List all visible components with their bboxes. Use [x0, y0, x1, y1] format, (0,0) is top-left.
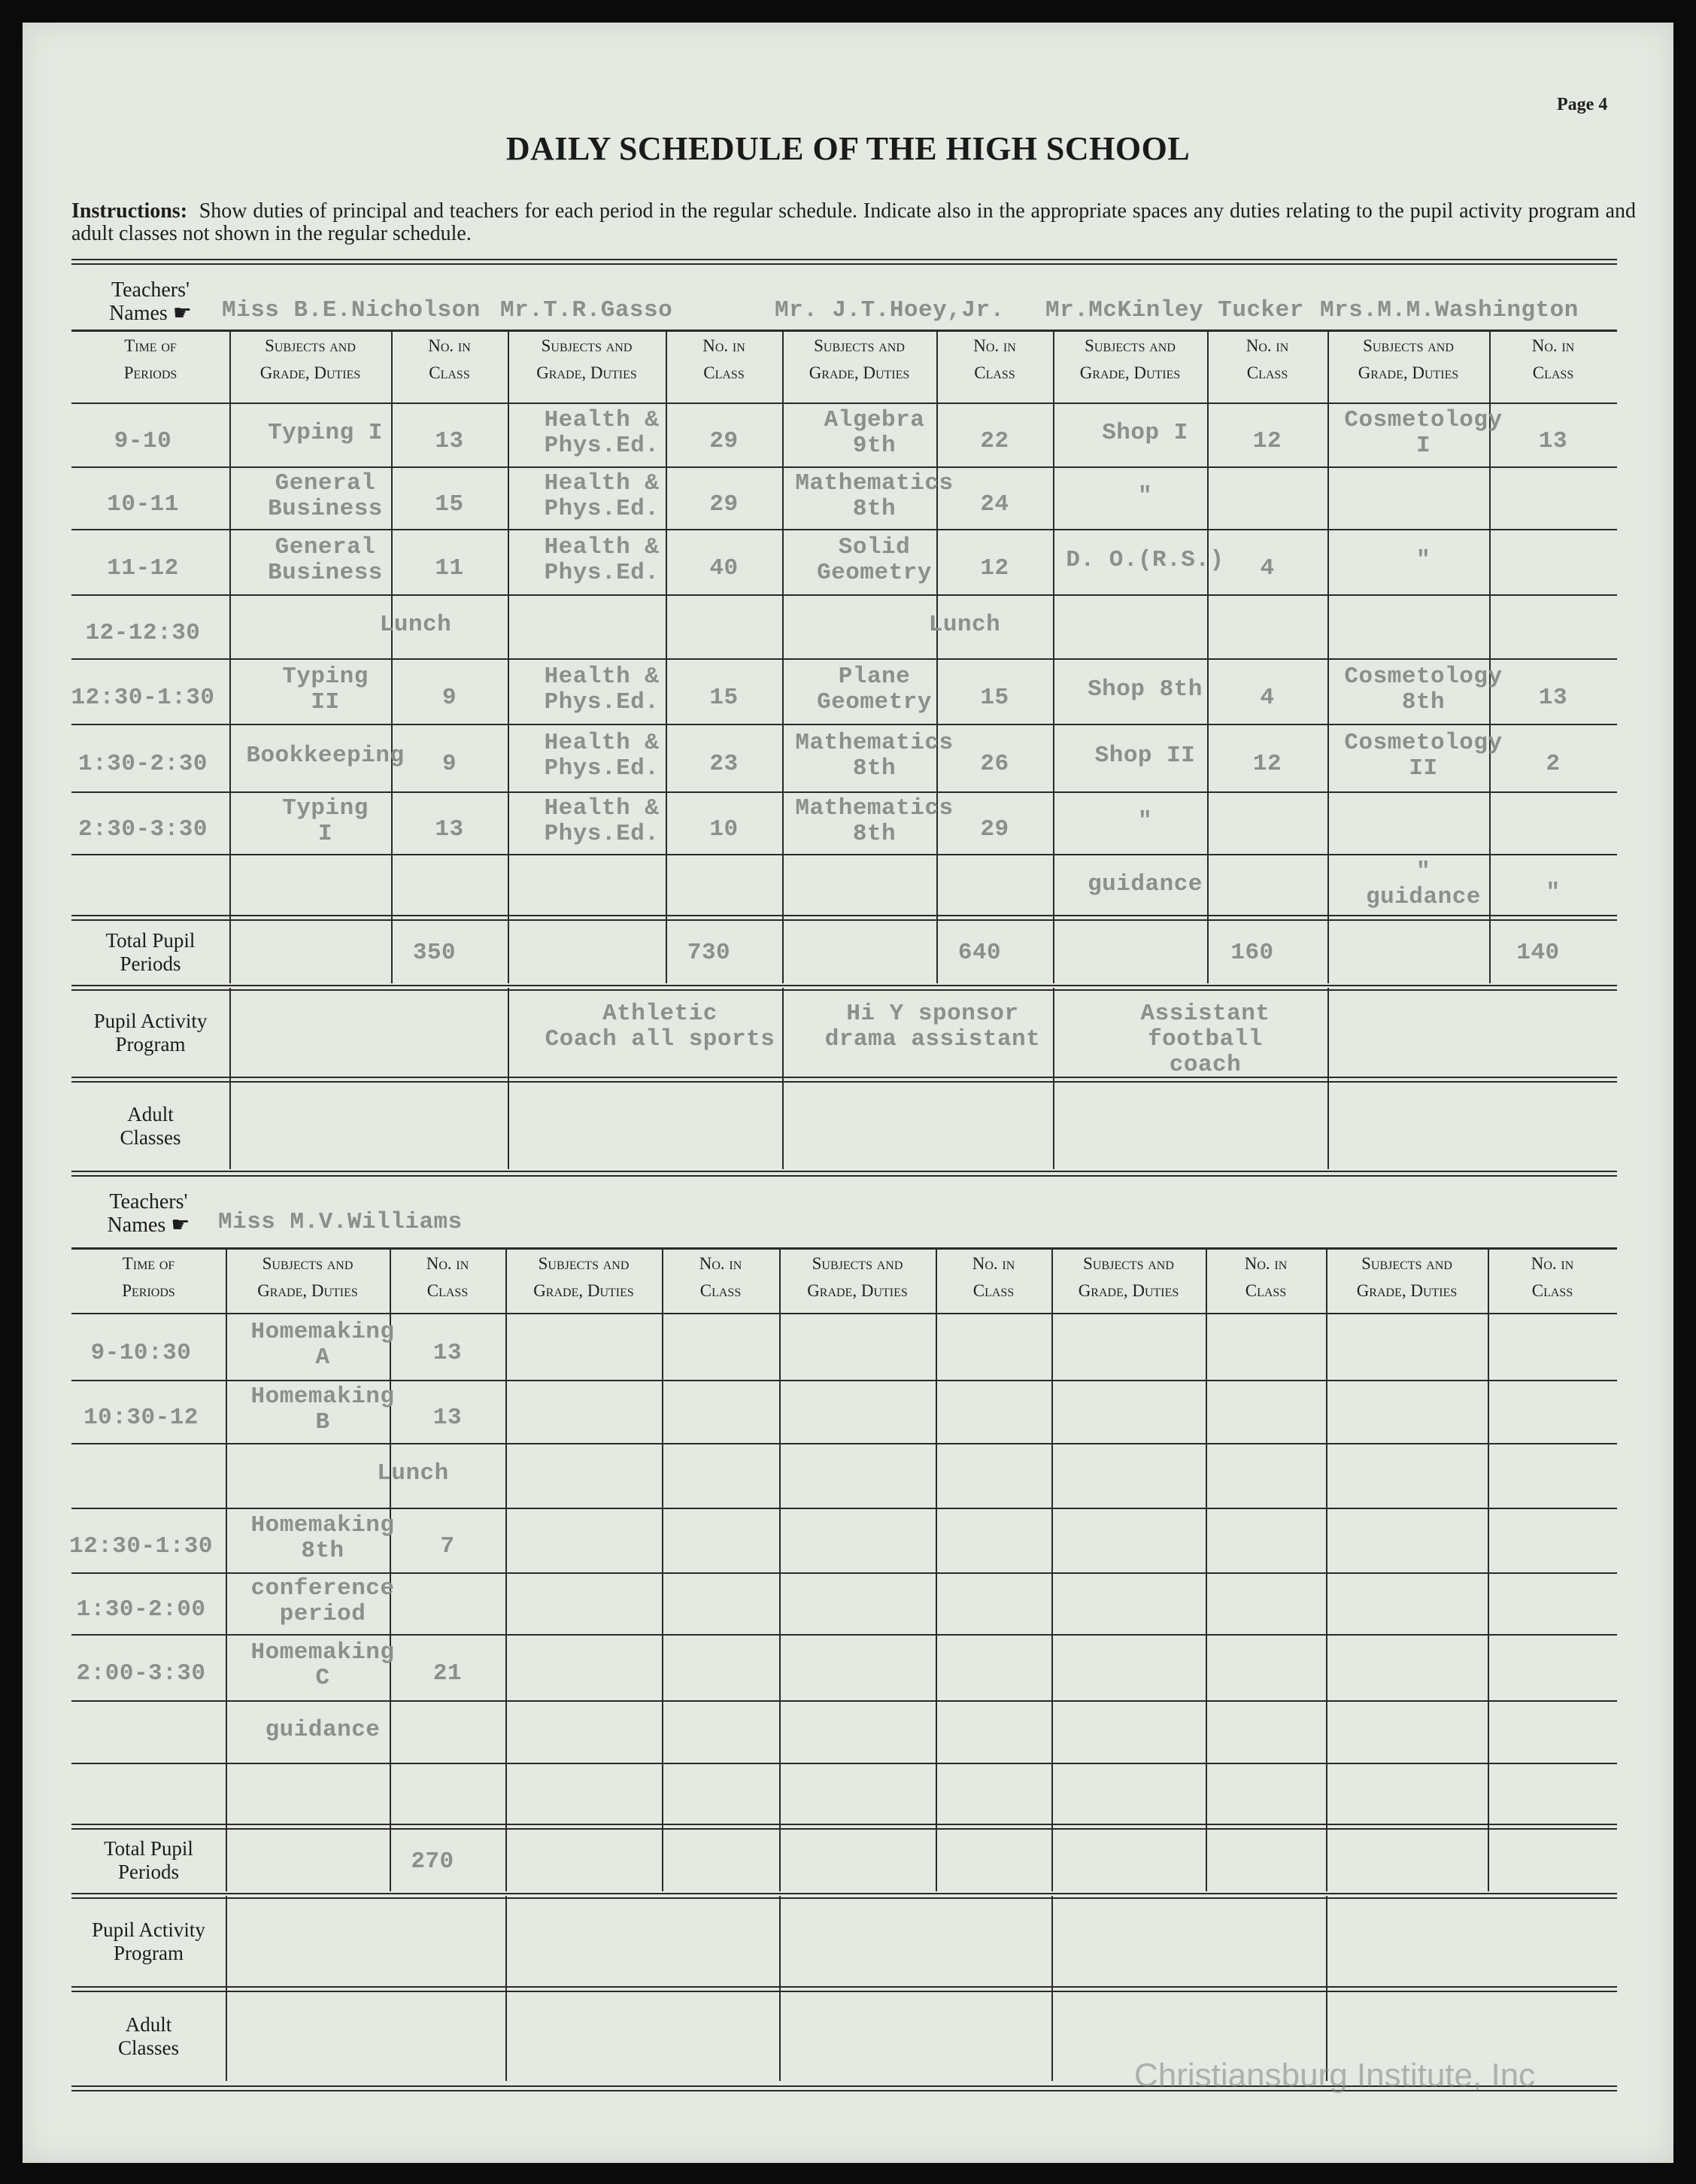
period-row-rule [71, 1443, 1617, 1444]
time-period: 9-10 [114, 427, 172, 454]
pupil-activity-label: Pupil Activity Program [92, 1918, 205, 1964]
total-count: 140 [1516, 940, 1560, 966]
subject-entry: General Business [268, 533, 383, 586]
subject-entry: Lunch [928, 611, 1001, 638]
no-in-class-header: No. in Class [428, 336, 471, 382]
column-line [779, 1896, 781, 2081]
column-line [1051, 1247, 1053, 1891]
subjects-header: Subjects and Grade, Duties [809, 336, 910, 382]
subjects-header: Subjects and Grade, Duties [1356, 1254, 1458, 1300]
section-top-rule [71, 259, 1617, 260]
page-title: DAILY SCHEDULE OF THE HIGH SCHOOL [505, 130, 1191, 167]
class-count: 10 [709, 816, 739, 843]
class-count: 13 [435, 816, 464, 843]
no-in-class-header: No. in Class [972, 1254, 1015, 1300]
subject-entry: Mathematics 8th [795, 469, 954, 522]
subject-entry: Homemaking C [250, 1639, 395, 1691]
subject-entry: Homemaking A [250, 1318, 395, 1371]
column-line [505, 1896, 507, 2081]
time-period: 10-11 [107, 491, 179, 518]
class-count: 7 [440, 1533, 455, 1560]
subject-entry: guidance [265, 1716, 381, 1743]
class-count: 29 [980, 816, 1009, 843]
period-row-rule [71, 594, 1617, 596]
subject-entry: Shop I [1102, 419, 1188, 446]
subject-entry: Plane Geometry [817, 663, 932, 715]
class-count: 4 [1260, 684, 1275, 711]
activity-top-rule [71, 1893, 1617, 1894]
teacher-name: Mr.T.R.Gasso [500, 297, 673, 323]
adult-top-rule [71, 1986, 1617, 1988]
instructions-label: Instructions: [71, 199, 188, 223]
total-count: 160 [1230, 940, 1274, 966]
class-count: 13 [432, 1405, 463, 1431]
column-line [779, 1247, 781, 1891]
activity-top-rule [71, 1897, 1617, 1899]
column-line [1051, 1896, 1053, 2081]
subject-entry: Health & Phys.Ed. [544, 794, 660, 847]
period-row-rule [71, 1572, 1617, 1574]
header-rule [71, 1247, 1617, 1250]
header-bottom-rule [71, 402, 1617, 404]
column-line [1326, 1896, 1327, 2081]
time-period: 11-12 [107, 554, 179, 582]
totals-top-rule [71, 915, 1617, 916]
header-bottom-rule [71, 1313, 1617, 1314]
class-count: 15 [709, 684, 739, 711]
subjects-header: Subjects and Grade, Duties [1358, 336, 1459, 382]
schedule-sheet [23, 23, 1673, 2163]
time-of-periods-header: Time of Periods [123, 336, 177, 382]
adult-classes-label: Adult Classes [118, 2013, 179, 2059]
teacher-name: Mr.McKinley Tucker [1045, 297, 1304, 323]
period-row-rule [71, 1380, 1617, 1381]
period-row-rule [71, 854, 1617, 855]
subject-entry: " [1137, 482, 1153, 509]
teacher-name: Mrs.M.M.Washington [1320, 297, 1579, 323]
activity-entry: Athletic Coach all sports [545, 1001, 775, 1053]
subject-entry: Homemaking 8th [250, 1512, 395, 1564]
subject-entry: Health & Phys.Ed. [544, 730, 660, 782]
subject-entry: Solid Geometry [817, 533, 932, 586]
subject-entry: " [1415, 546, 1431, 573]
time-period: 2:00-3:30 [76, 1660, 206, 1687]
class-count: 15 [980, 684, 1009, 711]
teacher-name: Miss M.V.Williams [218, 1209, 463, 1235]
subject-entry: Health & Phys.Ed. [544, 533, 660, 586]
activity-top-rule [71, 989, 1617, 991]
time-period: 12:30-1:30 [68, 1533, 214, 1560]
subject-entry: Cosmetology II [1344, 730, 1503, 782]
subject-entry: guidance [1088, 870, 1203, 898]
period-row-rule [71, 791, 1617, 793]
time-of-periods-header: Time of Periods [122, 1254, 175, 1300]
teachers-names-label: Teachers' Names ☛ [109, 278, 192, 325]
class-count: 13 [432, 1339, 463, 1366]
total-count: 730 [687, 940, 731, 966]
subject-entry: Mathematics 8th [795, 794, 954, 847]
subjects-header: Subjects and Grade, Duties [1079, 336, 1181, 382]
column-line [505, 1247, 507, 1891]
period-row-rule [71, 1508, 1617, 1509]
adult-top-rule [71, 1077, 1617, 1078]
activity-top-rule [71, 985, 1617, 986]
class-count: 13 [1538, 684, 1568, 711]
subject-entry: Health & Phys.Ed. [544, 663, 660, 715]
column-line [1206, 1247, 1207, 1891]
subject-entry: Cosmetology I [1344, 406, 1503, 459]
subject-entry: D. O.(R.S.) [1066, 546, 1224, 573]
no-in-class-header: No. in Class [426, 1254, 469, 1300]
subject-entry: Health & Phys.Ed. [544, 469, 660, 522]
total-count: 640 [957, 940, 1002, 966]
time-period: 12-12:30 [85, 619, 201, 646]
class-count: 4 [1260, 554, 1275, 582]
class-count: 9 [441, 684, 457, 711]
class-count: 12 [980, 554, 1009, 582]
period-row-rule [71, 1634, 1617, 1636]
pupil-activity-label: Pupil Activity Program [93, 1010, 208, 1056]
teacher-name: Miss B.E.Nicholson [222, 297, 481, 323]
class-count: 24 [980, 491, 1009, 518]
time-period: 10:30-12 [83, 1405, 199, 1431]
header-rule [71, 330, 1617, 332]
subject-entry: Lunch [379, 611, 452, 638]
column-line [662, 1247, 663, 1891]
no-in-class-header: No. in Class [1244, 1254, 1288, 1300]
subject-entry: Mathematics 8th [795, 730, 954, 782]
totals-top-rule [71, 1828, 1617, 1830]
time-period: 1:30-2:30 [78, 751, 208, 777]
class-count: " [1546, 879, 1561, 906]
activity-entry: Assistant football coach [1140, 1001, 1270, 1078]
instructions [71, 200, 1636, 245]
no-in-class-header: No. in Class [699, 1254, 742, 1300]
subject-entry: Homemaking B [250, 1384, 395, 1435]
watermark: Christiansburg Institute, Inc [1134, 2057, 1536, 2094]
subject-entry: Cosmetology 8th [1344, 663, 1503, 715]
class-count: 23 [709, 751, 739, 777]
class-count: 2 [1546, 751, 1561, 777]
class-count: 22 [980, 427, 1009, 454]
time-period: 12:30-1:30 [71, 684, 215, 711]
class-count: 11 [435, 554, 464, 582]
time-period: 9-10:30 [90, 1339, 192, 1366]
adult-classes-label: Adult Classes [120, 1102, 181, 1149]
period-row-rule [71, 529, 1617, 530]
column-line [1488, 1247, 1489, 1891]
subject-entry: conference period [250, 1575, 395, 1627]
totals-top-rule [71, 1824, 1617, 1825]
subject-entry: Shop II [1094, 743, 1196, 769]
class-count: 29 [709, 427, 739, 454]
time-period: 2:30-3:30 [78, 816, 208, 843]
teachers-names-label: Teachers' Names ☛ [107, 1190, 190, 1237]
class-count: 13 [435, 427, 464, 454]
column-line [508, 988, 509, 1169]
class-count: 12 [1252, 751, 1282, 777]
no-in-class-header: No. in Class [1245, 336, 1289, 382]
no-in-class-header: No. in Class [1531, 1254, 1574, 1300]
subject-entry: Typing I [268, 419, 383, 446]
no-in-class-header: No. in Class [1531, 336, 1575, 382]
subjects-header: Subjects and Grade, Duties [259, 336, 361, 382]
adult-top-rule [71, 1081, 1617, 1083]
total-count: 270 [411, 1848, 454, 1875]
total-pupil-periods-label: Total Pupil Periods [104, 1837, 193, 1883]
subject-entry: General Business [268, 469, 383, 522]
column-line [229, 988, 231, 1169]
period-row-rule [71, 466, 1617, 468]
subject-entry: Typing II [282, 663, 369, 715]
class-count: 12 [1252, 427, 1282, 454]
no-in-class-header: No. in Class [702, 336, 745, 382]
class-count: 15 [435, 491, 464, 518]
teacher-name: Mr. J.T.Hoey,Jr. [775, 297, 1005, 323]
class-count: 13 [1538, 427, 1568, 454]
section-top-rule [71, 263, 1617, 265]
class-count: 29 [709, 491, 739, 518]
class-count: 26 [980, 751, 1009, 777]
subjects-header: Subjects and Grade, Duties [536, 336, 637, 382]
column-line [1326, 1247, 1327, 1891]
subjects-header: Subjects and Grade, Duties [1078, 1254, 1179, 1300]
period-row-rule [71, 1763, 1617, 1764]
section-top-rule [71, 1175, 1617, 1177]
subject-entry: Algebra 9th [824, 406, 925, 459]
subject-entry: Lunch [377, 1460, 449, 1487]
period-row-rule [71, 1700, 1617, 1702]
total-count: 350 [412, 940, 457, 966]
column-line [226, 1896, 227, 2081]
subject-entry: " [1137, 807, 1153, 834]
no-in-class-header: No. in Class [973, 336, 1016, 382]
page-number: Page 4 [1557, 95, 1608, 114]
period-row-rule [71, 658, 1617, 660]
instructions-text: Show duties of principal and teachers for each period in the regular schedule. Indicate also in the appropriate spaces any duties relating to the pupil activity program and adult classes not shown in the regular schedule. [71, 199, 1636, 245]
subject-entry: Health & Phys.Ed. [544, 406, 660, 459]
subject-entry: Typing I [282, 794, 369, 847]
subjects-header: Subjects and Grade, Duties [807, 1254, 908, 1300]
period-row-rule [71, 724, 1617, 725]
time-period: 1:30-2:00 [76, 1596, 206, 1623]
class-count: 9 [441, 751, 457, 777]
section-top-rule [71, 1171, 1617, 1172]
subject-entry: " guidance [1366, 858, 1481, 910]
adult-top-rule [71, 1991, 1617, 1992]
subject-entry: Bookkeeping [246, 743, 405, 769]
class-count: 40 [709, 554, 739, 582]
column-line [936, 1247, 937, 1891]
subject-entry: Shop 8th [1088, 676, 1203, 703]
subjects-header: Subjects and Grade, Duties [257, 1254, 358, 1300]
totals-top-rule [71, 919, 1617, 921]
activity-entry: Hi Y sponsor drama assistant [824, 1001, 1041, 1053]
subjects-header: Subjects and Grade, Duties [533, 1254, 634, 1300]
total-pupil-periods-label: Total Pupil Periods [105, 928, 196, 975]
class-count: 21 [432, 1660, 463, 1687]
